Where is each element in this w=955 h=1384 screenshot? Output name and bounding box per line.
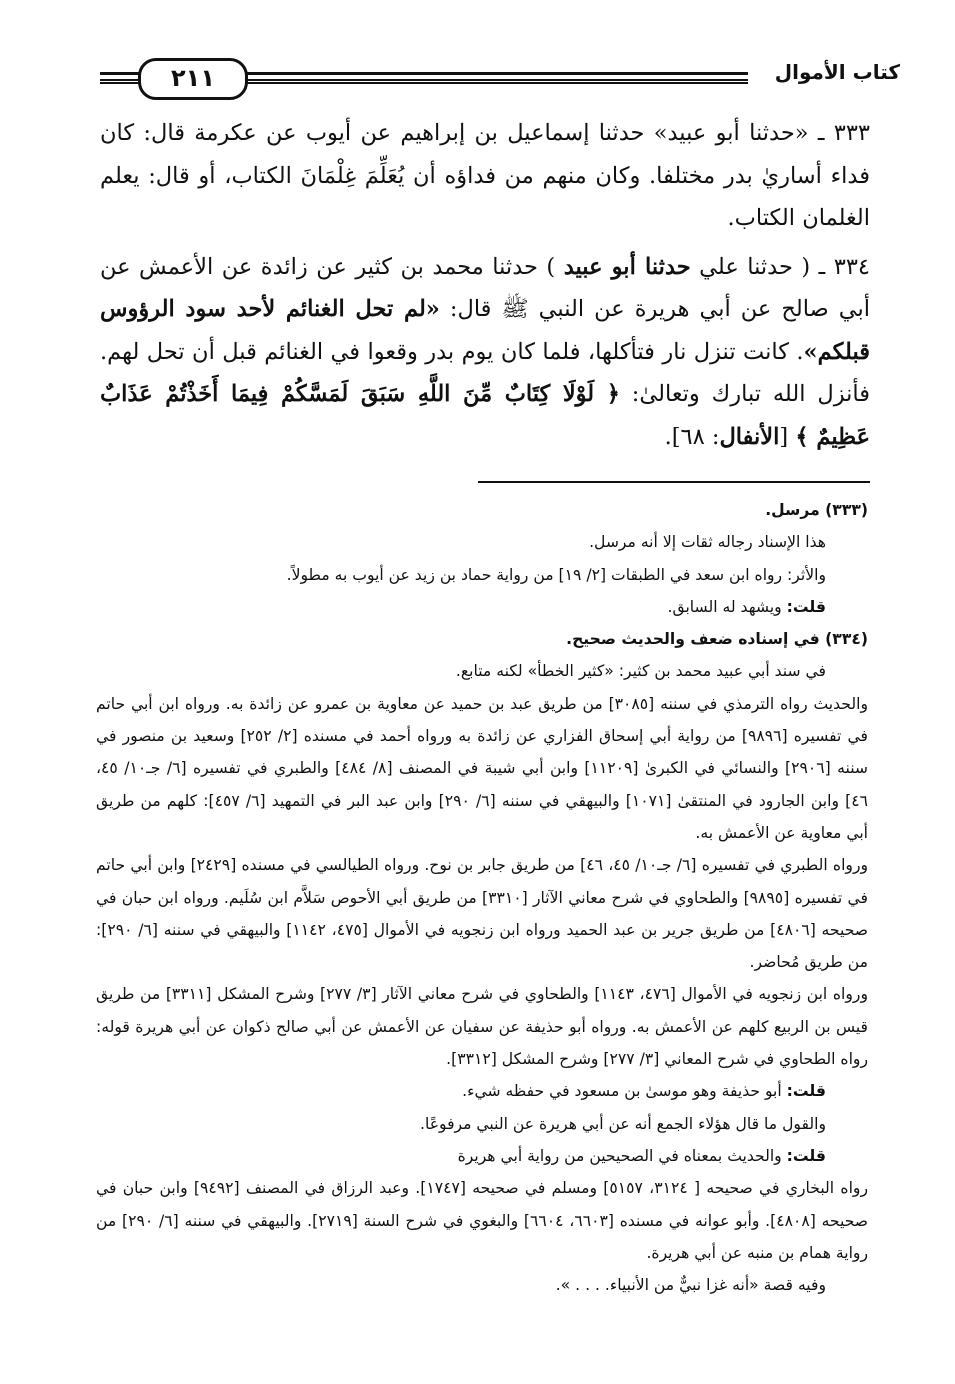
footnote-heading: (٣٣٣) مرسل. xyxy=(765,501,868,519)
footnote-paragraph: ورواه ابن زنجويه في الأموال [٤٧٦، ١١٤٣] والطحاوي في شرح معاني الآثار [٣/ ٢٧٧] وشرح المشكل [٣٣١١] من طريق قيس بن الربيع كلهم عن الأعمش به. ورواه أبو حذيفة عن سفيان عن الأعمش عن أبي صالح ذكوان عن أبي هريرة قوله: رواه الطحاوي في شرح المعاني [٣/ ٢٧٧] وشرح المشكل [٣٣١٢]. xyxy=(96,985,868,1069)
qultu-label: قلت: xyxy=(786,597,826,616)
quran-ayah: ﴿ لَوْلَا كِتَابٌ مِّنَ اللَّهِ سَبَقَ لَمَسَّكُمْ فِيمَا أَخَذْتُمْ عَذَابٌ عَظِيمٌ ﴾ xyxy=(100,381,870,450)
footnote-text: أبو حذيفة وهو موسىٰ بن مسعود في حفظه شيء. xyxy=(462,1082,787,1101)
footnote-separator xyxy=(478,481,870,483)
hadith-334 xyxy=(100,246,870,459)
ayah-ref: : ٦٨]. xyxy=(664,423,720,450)
footnote-text: ويشهد له السابق. xyxy=(667,597,787,616)
footnote-line: في سند أبي عبيد محمد بن كثير: «كثير الخطأ» لكنه متابع. xyxy=(455,662,826,681)
prophet-quote: «لم تحل الغنائم لأحد سود الرؤوس قبلكم» xyxy=(100,296,870,365)
hadith-334-part: ٣٣٤ ـ ( حدثنا علي xyxy=(690,253,870,280)
surah-name: الأنفال xyxy=(719,423,780,450)
footnote-text: والحديث بمعناه في الصحيحين من رواية أبي هريرة xyxy=(457,1146,787,1165)
hadith-334-part: ) حدثنا محمد بن كثير عن زائدة عن الأعمش عن أبي صالح عن أبي هريرة عن النبي ﷺ قال: xyxy=(100,253,870,322)
ayah-ref: [ xyxy=(779,423,796,450)
book-title: كتاب الأموال xyxy=(774,60,900,84)
footnote-line xyxy=(96,1140,868,1172)
footnote-paragraph: رواه البخاري في صحيحه [ ٣١٢٤، ٥١٥٧] ومسلم في صحيحه [١٧٤٧]. وعبد الرزاق في المصنف [٩٤٩٢] وابن حبان في صحيحه [٤٨٠٨]. وأبو عوانه في مسنده [٦٦٠٣، ٦٦٠٤] والبغوي في شرح السنة [٢٧١٩]. والبيهقي في سننه [٦/ ٢٩٠] من رواية همام بن منبه عن أبي هريرة. xyxy=(96,1179,869,1262)
footnote-line: وفيه قصة «أنه غزا نبيٌّ من الأنبياء. . . . ». xyxy=(555,1276,826,1295)
page-number: ٢١١ xyxy=(138,58,248,100)
footnote-heading: (٣٣٤) في إسناده ضعف والحديث صحيح. xyxy=(566,630,868,649)
footnote-line: والقول ما قال هؤلاء الجمع أنه عن أبي هريرة عن النبي مرفوعًا. xyxy=(420,1114,826,1133)
footnote-line: والأثر: رواه ابن سعد في الطبقات [٢/ ١٩] من رواية حماد بن زيد عن أيوب به مطولاً. xyxy=(286,565,826,584)
footnotes xyxy=(96,494,868,1301)
hadith-333: ٣٣٣ ـ «حدثنا أبو عبيد» حدثنا إسماعيل بن إبراهيم عن أيوب عن عكرمة قال: كان فداء أساريٰ بدر مختلفا. وكان منهم من فداؤه أن يُعَلِّمَ غِلْمَانَ الكتاب، أو قال: يعلم الغلمان الكتاب. xyxy=(100,120,870,231)
page-header xyxy=(100,58,900,98)
hadith-334-part: . كانت تنزل نار فتأكلها، فلما كان يوم بدر وقعوا في الغنائم قبل أن تحل لهم. فأنزل الله تبارك وتعالىٰ: xyxy=(100,338,870,407)
footnote-line: هذا الإسناد رجاله ثقات إلا أنه مرسل. xyxy=(589,533,826,552)
footnote-line xyxy=(96,591,868,623)
qultu-label: قلت: xyxy=(786,1082,826,1101)
qultu-label: قلت: xyxy=(786,1146,826,1165)
footnote-paragraph: ورواه الطبري في تفسيره [٦/ جـ١٠/ ٤٥، ٤٦] من طريق جابر بن نوح. ورواه الطيالسي في مسنده [٢٤٢٩] وابن أبي حاتم في تفسيره [٩٨٩٥] والطحاوي في شرح معاني الآثار [٣٣١٠] من طريق أبي الأحوص سَلاَّم ابن سُلَيم. ورواه ابن حبان في صحيحه [٤٨٠٦] من طريق جرير بن عبد الحميد ورواه ابن زنجويه في الأموال [٤٧٥، ١١٤٢] والبيهقي في سننه [٦/ ٢٩٠]: من طريق مُحاضر. xyxy=(96,856,868,972)
hadith-334-emph: حدثنا أبو عبيد xyxy=(563,253,691,280)
footnote-paragraph: والحديث رواه الترمذي في سننه [٣٠٨٥] من طريق عبد بن حميد عن معاوية بن عمرو عن زائدة به. ورواه ابن أبي حاتم في تفسيره [٩٨٩٦] من رواية أبي إسحاق الفزاري عن زائدة به ورواه أحمد في مسنده [٢/ ٢٥٢] وسعيد بن منصور في سننه [٢٩٠٦] والنسائي في الكبرىٰ [١١٢٠٩] وابن أبي شيبة في المصنف [٨/ ٤٨٤] والطبري في تفسيره [٦/ جـ١٠/ ٤٥، ٤٦] وابن الجارود في المنتقىٰ [١٠٧١] والبيهقي في سننه [٦/ ٢٩٠] وابن عبد البر في التمهيد [٦/ ٤٥٧]: كلهم من طريق أبي معاوية عن الأعمش به. xyxy=(96,694,868,842)
main-text xyxy=(100,112,870,464)
footnote-line xyxy=(96,1075,868,1107)
